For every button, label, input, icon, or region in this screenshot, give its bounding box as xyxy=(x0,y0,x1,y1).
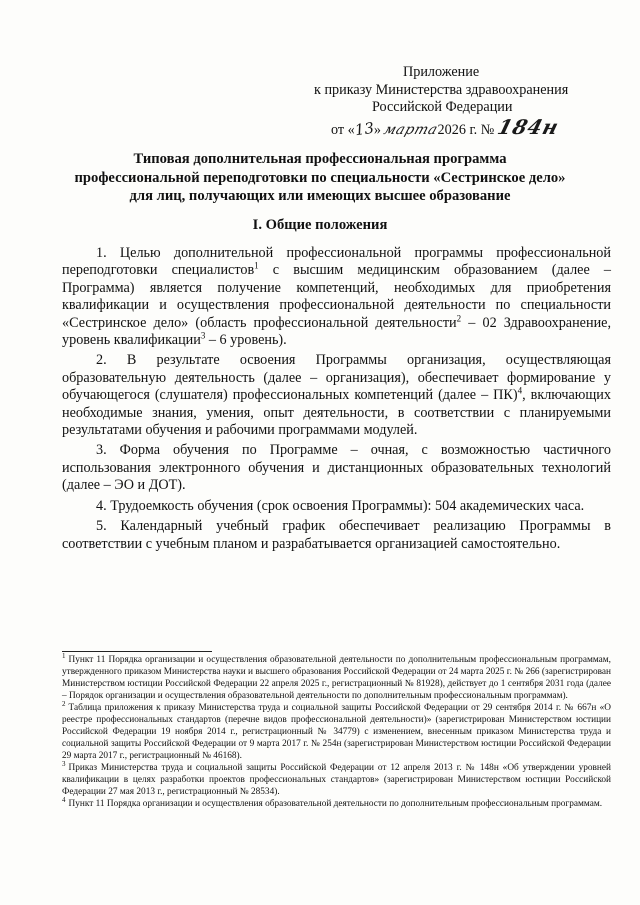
paragraph-1: 1. Целью дополнительной профессиональной программы профессиональной переподготовки специалистов$^1$ с высшим медицинским образованием (далее – Программа) является получение компетенций, необходимых для приобретения квалификации и осуществления профессиональной деятельности по специальности «Сестринское дело» (область профессиональной деятельности$^2$ – 02 Здравоохранение, уровень квалификации$^3$ – 6 уровень). xyxy=(62,245,611,349)
paragraph-5: 5. Календарный учебный график обеспечивает реализацию Программы в соответствии с учебным планом и разрабатывается организацией самостоятельно. xyxy=(62,518,611,552)
handwritten-day: 13 xyxy=(353,118,375,139)
paragraph-4: 4. Трудоемкость обучения (срок освоения Программы): 504 академических часа. xyxy=(96,497,585,514)
appendix-header xyxy=(300,64,620,139)
footnote-ref: 2 xyxy=(456,312,462,323)
footnote-ref: 3 xyxy=(200,330,206,341)
handwritten-month: марта xyxy=(382,121,441,138)
date-year: 2026 г. № xyxy=(437,121,495,138)
title-line: профессиональной переподготовки по специальности «Сестринское дело» xyxy=(74,169,566,186)
title-line: Типовая дополнительная профессиональная программа xyxy=(133,151,507,167)
paragraph-2: 2. В результате освоения Программы организация, осуществляющая образовательную деятельность (далее – организация), обеспечивает формирование у обучающегося (слушателя) профессиональных компетенций (далее – ПК)$^4$, включающих необходимые знания, умения, опыт деятельности, в соответствии с планируемыми результатами обучения и рабочими программами модулей. xyxy=(62,352,611,439)
footnotes xyxy=(62,651,611,812)
order-date-line xyxy=(300,114,620,140)
title-line: для лиц, получающих или имеющих высшее образование xyxy=(129,188,511,204)
footnote-ref: 4 xyxy=(517,385,523,396)
document-body xyxy=(62,245,611,553)
appendix-label: Приложение xyxy=(403,64,480,80)
section-heading: I. Общие положения xyxy=(252,217,388,233)
order-reference: к приказу Министерства здравоохранения xyxy=(314,81,569,98)
country-name: Российской Федерации xyxy=(372,99,513,115)
footnote-divider xyxy=(62,651,212,652)
handwritten-order-number: 184н xyxy=(495,114,563,139)
footnote: $^1$ Пункт 11 Порядка организации и осуществления образовательной деятельности по дополнительным профессиональным программам, утвержденного приказом Министерства науки и высшего образования Российской Федерации от 24 марта 2025 г. № 266 (зарегистрирован Министерством юстиции Российской Федерации 22 апреля 2025 г., регистрационный № 81928), действует до 1 сентября 2031 года (далее – Порядок организации и осуществления образовательной деятельности по дополнительным профессиональным программам). xyxy=(62,651,611,701)
paragraph-3: 3. Форма обучения по Программе – очная, с возможностью частичного использования электронного обучения и дистанционных образовательных технологий (далее – ЭО и ДОТ). xyxy=(62,442,611,494)
footnote-ref: 1 xyxy=(254,260,259,271)
footnote: $^3$ Приказ Министерства труда и социальной защиты Российской Федерации от 12 апреля 2013 г. № 148н «Об утверждении уровней квалификации в целях разработки проектов профессиональных стандартов» (зарегистрирован Министерством юстиции Российской Федерации 27 мая 2013 г., регистрационный № 28534). xyxy=(62,760,611,797)
footnote: $^2$ Таблица приложения к приказу Министерства труда и социальной защиты Российской Федерации от 29 сентября 2014 г. № 667н «О реестре профессиональных стандартов (перечне видов профессиональной деятельности)» (зарегистрирован Министерством юстиции Российской Федерации 19 ноября 2014 г., регистрационный № 34779) с изменением, внесенным приказом Министерства труда и социальной защиты Российской Федерации от 9 марта 2017 г. № 254н (зарегистрирован Министерством юстиции Российской Федерации 29 марта 2017 г., регистрационный № 46168). xyxy=(62,700,611,761)
date-prefix: от « xyxy=(331,121,355,138)
date-mid: » xyxy=(373,121,385,138)
footnote: $^4$ Пункт 11 Порядка организации и осуществления образовательной деятельности по дополнительным профессиональным программам. xyxy=(62,796,603,810)
program-title xyxy=(40,150,600,206)
